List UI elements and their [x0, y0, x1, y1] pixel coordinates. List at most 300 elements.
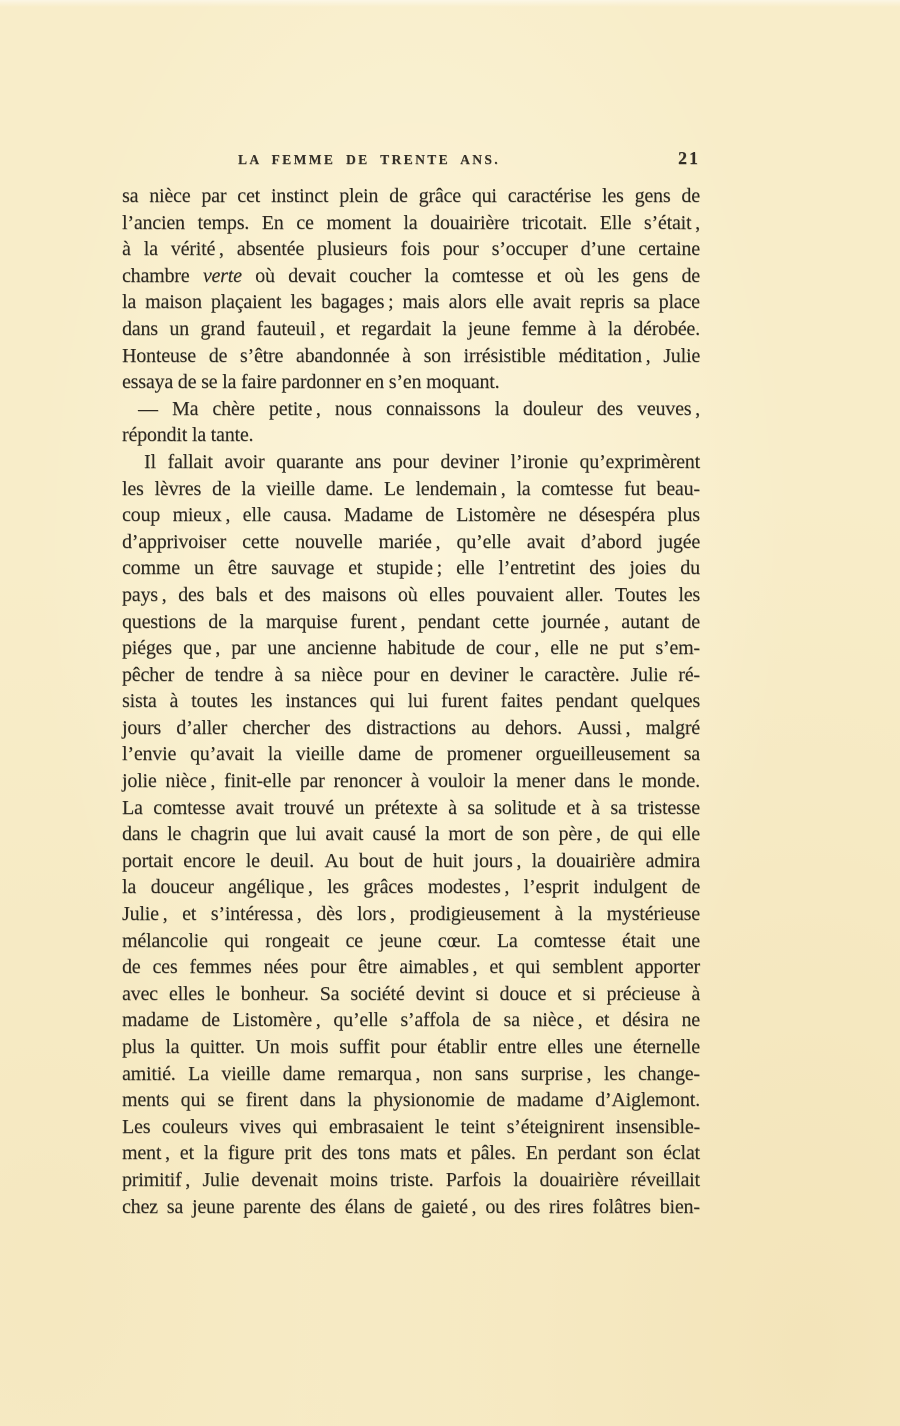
word: embrasaient	[328, 1115, 424, 1138]
word: deviner	[449, 663, 509, 686]
word: se	[217, 1089, 234, 1112]
word: femmes	[189, 956, 252, 979]
word: fauteuil ,	[256, 317, 325, 340]
text-line	[122, 502, 700, 529]
word: devenait	[251, 1168, 318, 1191]
word: les	[327, 876, 349, 899]
word: élans	[344, 1195, 385, 1218]
word: abandonnée	[295, 344, 390, 367]
word: et	[179, 1142, 194, 1165]
word: madame	[516, 1089, 584, 1112]
word: son	[423, 344, 451, 367]
word: nouvelle	[295, 530, 363, 553]
word: moins	[329, 1168, 378, 1191]
word: les	[290, 291, 313, 314]
word: de	[393, 1195, 413, 1218]
word: Aussi ,	[577, 716, 631, 739]
word: semblent	[552, 956, 623, 979]
word: de	[494, 823, 513, 846]
word: dès	[316, 903, 343, 926]
word: cour ,	[495, 637, 540, 660]
word: prodigieusement	[409, 903, 540, 926]
word: l’entretint	[498, 557, 575, 580]
word: nièce ,	[532, 1009, 583, 1032]
word: elle	[242, 504, 271, 527]
text-line	[122, 1114, 700, 1141]
word: la	[516, 477, 531, 500]
word: pendant	[417, 610, 480, 633]
word: nièce ,	[165, 770, 216, 793]
word: Il	[144, 450, 156, 473]
word: l’envie	[122, 743, 177, 766]
word: Julie ,	[122, 903, 168, 926]
word: ancienne	[306, 637, 377, 660]
word: la	[513, 1168, 528, 1191]
word: cette	[492, 610, 530, 633]
word: Julie	[663, 344, 700, 367]
text-line	[122, 210, 700, 237]
word: petite ,	[268, 397, 321, 420]
word: la	[241, 477, 256, 500]
word: fallait	[167, 450, 213, 473]
text-line	[122, 848, 700, 875]
word: que	[258, 823, 287, 846]
word: plusieurs	[317, 238, 388, 261]
word: de	[681, 610, 700, 633]
word: une	[671, 929, 700, 952]
word: folâtres	[592, 1195, 651, 1218]
word: promener	[446, 743, 522, 766]
word: furent	[441, 690, 488, 713]
text-line	[122, 795, 700, 822]
word: entre	[497, 1036, 537, 1058]
word: désira	[622, 1009, 669, 1032]
word: beau-	[656, 477, 700, 500]
word: bagages ;	[321, 291, 394, 314]
word: deuil.	[270, 849, 314, 872]
word: réveillait	[630, 1168, 700, 1191]
word: Julie	[202, 1168, 240, 1191]
text-line	[122, 1087, 700, 1114]
word: mats	[399, 1142, 437, 1165]
word: d’abord	[580, 530, 642, 553]
word: vieille	[221, 1062, 271, 1085]
word: femme	[521, 317, 577, 340]
word: et	[336, 317, 351, 340]
text-line	[122, 1140, 700, 1167]
word: grâces	[363, 876, 414, 899]
word: s’être	[239, 344, 284, 367]
word: ans	[355, 450, 382, 473]
word: plus	[122, 1036, 155, 1058]
word: bonheur.	[240, 982, 309, 1005]
word: dans	[122, 823, 158, 846]
word: la	[425, 823, 440, 846]
text-line	[122, 369, 700, 396]
word: coucher	[349, 264, 412, 287]
word: par	[299, 770, 325, 793]
word: des	[321, 1142, 348, 1165]
word: jeune	[379, 929, 422, 952]
word: dérobée.	[633, 317, 700, 340]
word: Au	[324, 849, 349, 872]
word: repris	[579, 291, 625, 314]
word: cette	[242, 530, 279, 553]
word: les	[597, 264, 619, 287]
word: aimables ,	[399, 956, 478, 979]
word: nièce	[149, 185, 191, 207]
word: quitter.	[190, 1036, 245, 1058]
word: elle	[495, 291, 524, 314]
word: était	[621, 929, 656, 952]
word: marquise	[265, 610, 338, 633]
word: sans	[474, 1062, 509, 1085]
word: journée ,	[541, 610, 609, 633]
text-line	[122, 582, 700, 609]
word: ments	[122, 1089, 169, 1112]
word: la	[607, 317, 622, 340]
word: qui	[369, 690, 395, 713]
word: causé	[372, 823, 416, 846]
word: elles	[429, 583, 465, 606]
running-title-wrap	[122, 151, 678, 169]
word: des	[324, 716, 351, 739]
word: sa	[633, 291, 650, 314]
word: dehors.	[505, 716, 562, 739]
word: à	[691, 982, 700, 1005]
word: Sa	[319, 982, 340, 1005]
word: aller.	[565, 583, 604, 606]
word: des	[589, 557, 616, 580]
word: jugée	[657, 530, 700, 553]
word: Madame	[343, 504, 413, 527]
word: teint	[460, 1115, 496, 1138]
word: regardait	[361, 317, 431, 340]
text-line	[122, 343, 700, 370]
word: d’aller	[176, 716, 228, 739]
word: de	[472, 1009, 491, 1032]
word: triste.	[389, 1168, 434, 1191]
word: parente	[243, 1195, 301, 1218]
word: pendant	[555, 690, 618, 713]
word: ment ,	[122, 1142, 170, 1165]
word: apporter	[634, 956, 700, 979]
word: maison	[145, 291, 202, 314]
text-line	[122, 688, 700, 715]
word: ou	[485, 1195, 505, 1218]
word: à	[274, 663, 283, 686]
word: couleurs	[161, 1115, 228, 1138]
word: sa	[122, 185, 139, 207]
word: la	[239, 610, 254, 633]
word: de	[404, 849, 423, 872]
word: de	[465, 637, 485, 660]
word: gens	[634, 185, 671, 207]
word: la	[577, 903, 592, 926]
word: mais	[402, 291, 440, 314]
word: sista	[122, 690, 157, 713]
word: douairière	[556, 849, 636, 872]
word: mélancolie	[122, 929, 208, 952]
word: put	[619, 637, 645, 660]
text-line	[122, 1194, 700, 1221]
word: de	[211, 477, 231, 500]
text-line	[122, 1061, 700, 1088]
word: instances	[285, 690, 357, 713]
word: instinct	[270, 185, 329, 207]
word: s’était ,	[643, 211, 700, 234]
word: elles	[168, 982, 205, 1005]
word: lèvres	[154, 477, 202, 500]
word: par	[231, 637, 257, 660]
word: le	[245, 849, 260, 872]
word: comtesse	[451, 264, 524, 287]
word: tricotait.	[521, 211, 588, 234]
word: En	[261, 211, 284, 234]
word: ce	[345, 929, 363, 952]
word: plus	[667, 504, 700, 527]
word: rires	[548, 1195, 584, 1218]
word: temps.	[197, 211, 250, 234]
word: qui	[180, 1089, 206, 1112]
word: rongeait	[265, 929, 330, 952]
word: gaieté ,	[421, 1195, 477, 1218]
text-line	[122, 289, 700, 316]
word: de	[185, 663, 204, 686]
word: une	[267, 637, 296, 660]
word: nous	[334, 397, 372, 420]
word: Honteuse	[122, 344, 196, 367]
word: fut	[623, 477, 646, 500]
text-line	[122, 741, 700, 768]
word: surprise ,	[520, 1062, 592, 1085]
word: caractérise	[507, 185, 592, 207]
word: de	[681, 876, 700, 899]
word: joies	[629, 557, 667, 580]
word: chambre	[122, 264, 190, 287]
word: le	[215, 982, 230, 1005]
word: gens	[632, 264, 669, 287]
word: malgré	[645, 716, 700, 739]
word: dame	[358, 743, 401, 766]
word: modestes ,	[427, 876, 510, 899]
word: jeune	[192, 1195, 235, 1218]
word: qui	[637, 823, 663, 846]
word: et	[595, 1009, 610, 1032]
word: à	[554, 903, 564, 926]
word: ne	[589, 637, 608, 660]
word: la	[122, 876, 137, 899]
word: avoir	[224, 450, 265, 473]
word: les	[122, 477, 144, 500]
word: avait	[532, 291, 571, 314]
text-line	[122, 236, 700, 263]
word: finit-elle	[224, 770, 291, 793]
word: Les	[122, 1115, 151, 1138]
word: vérité ,	[170, 238, 224, 261]
word: que ,	[183, 637, 220, 660]
text-line	[122, 1167, 700, 1194]
word: insensible-	[615, 1115, 700, 1138]
word: deviner	[440, 450, 499, 473]
text-line	[122, 529, 700, 556]
word: la	[143, 238, 158, 261]
word: précieuse	[606, 982, 681, 1005]
word: où	[255, 264, 275, 287]
word: douairière	[539, 1168, 619, 1191]
word: stupide ;	[376, 557, 442, 580]
word: plaçaient	[210, 291, 282, 314]
text-line	[122, 928, 700, 955]
word: amitié.	[122, 1062, 176, 1085]
word: alors	[448, 291, 487, 314]
word: Listomère ,	[232, 1009, 321, 1032]
word: s’éteignirent	[506, 1115, 604, 1138]
word: renoncer	[333, 770, 402, 793]
word: un	[194, 557, 214, 580]
word: les	[603, 1062, 626, 1085]
text-line	[122, 449, 700, 476]
word: tons	[357, 1142, 390, 1165]
word: caractère.	[544, 663, 620, 686]
word: de	[609, 823, 629, 846]
word: mort	[448, 823, 486, 846]
word: jolie	[122, 770, 157, 793]
word: sa	[610, 796, 627, 819]
word: change-	[638, 1062, 700, 1085]
word: prit	[284, 1142, 312, 1165]
word: comme	[122, 557, 180, 580]
word: causa.	[283, 504, 332, 527]
word: de	[425, 504, 444, 527]
word: pêcher	[122, 663, 175, 686]
word: mieux ,	[172, 504, 231, 527]
word: Le	[383, 477, 405, 500]
word: pays ,	[122, 583, 167, 606]
word: pour	[373, 663, 410, 686]
word: avait	[325, 823, 364, 846]
word: qu’exprimèrent	[579, 450, 700, 473]
word: solitude	[494, 796, 556, 819]
word: le	[434, 1115, 449, 1138]
word: plein	[339, 185, 379, 207]
word: Toutes	[614, 583, 667, 606]
word: et	[258, 583, 273, 606]
text-line	[122, 901, 700, 928]
word: sa	[503, 1009, 520, 1032]
word: certaine	[638, 238, 700, 261]
word: Julie	[630, 663, 668, 686]
word: nièce	[321, 663, 363, 686]
word: être	[227, 557, 257, 580]
word: autant	[621, 610, 669, 633]
text-segment: essaya de se la faire pardonner en s’en moquant.	[122, 371, 500, 394]
word: vouloir	[428, 770, 485, 793]
word: et	[182, 903, 197, 926]
word: nées	[263, 956, 299, 979]
text-line	[122, 662, 700, 689]
word: jours ,	[473, 849, 522, 872]
word: perdant	[557, 1142, 617, 1165]
word: lors ,	[357, 903, 395, 926]
word: l’ancien	[122, 211, 185, 234]
word: l’ironie	[510, 450, 568, 473]
word: la	[203, 1142, 218, 1165]
word: encore	[183, 849, 236, 872]
word: des	[596, 397, 623, 420]
word: pour	[442, 238, 479, 261]
word: douairière	[430, 211, 510, 234]
word: une	[593, 1036, 623, 1058]
text-line	[122, 609, 700, 636]
word: physionomie	[373, 1089, 475, 1112]
word: maisons	[322, 583, 387, 606]
word: à	[122, 238, 131, 261]
word: la	[347, 1089, 362, 1112]
word: douce	[499, 982, 547, 1005]
word: de	[389, 185, 408, 207]
word: s’occuper	[491, 238, 568, 261]
word: bals	[215, 583, 248, 606]
word: l’esprit	[523, 876, 579, 899]
word: les	[601, 185, 624, 207]
word: portait	[122, 849, 173, 872]
word: chère	[212, 397, 255, 420]
word: pâles.	[470, 1142, 516, 1165]
word: Listomère	[456, 504, 536, 527]
word: où	[564, 264, 584, 287]
word: s’affola	[400, 1009, 460, 1032]
word: mystérieuse	[606, 903, 700, 926]
word: la	[165, 1036, 180, 1058]
word: ce	[296, 211, 314, 234]
word: admira	[645, 849, 700, 872]
word: s’em-	[655, 637, 700, 660]
running-title: LA FEMME DE TRENTE ANS.	[237, 152, 501, 167]
italic-word: verte	[202, 264, 242, 287]
word: grand	[200, 317, 245, 340]
word: les	[250, 690, 273, 713]
word: éclat	[663, 1142, 700, 1165]
word: cet	[237, 185, 260, 207]
word: ne	[681, 1009, 700, 1032]
word: le	[519, 663, 534, 686]
word: elle	[671, 823, 700, 846]
word: des	[178, 583, 205, 606]
word: la	[424, 264, 439, 287]
word: à	[169, 690, 179, 713]
word: des	[309, 1195, 336, 1218]
word: de	[122, 956, 141, 979]
word: elles	[547, 1036, 584, 1058]
word: bien-	[659, 1195, 700, 1218]
word: Elle	[599, 211, 632, 234]
word: sauvage	[271, 557, 335, 580]
word: société	[350, 982, 405, 1005]
word: piéges	[122, 637, 172, 660]
word: qui	[224, 929, 249, 952]
word: jours	[122, 716, 162, 739]
word: d’Aiglemont.	[595, 1089, 700, 1112]
word: à	[402, 344, 411, 367]
word: de	[486, 1089, 505, 1112]
text-line	[122, 1034, 700, 1061]
word: les	[678, 583, 700, 606]
word: du	[680, 557, 700, 580]
word: —	[138, 397, 158, 420]
word: lui	[295, 823, 317, 846]
text-line	[122, 715, 700, 742]
